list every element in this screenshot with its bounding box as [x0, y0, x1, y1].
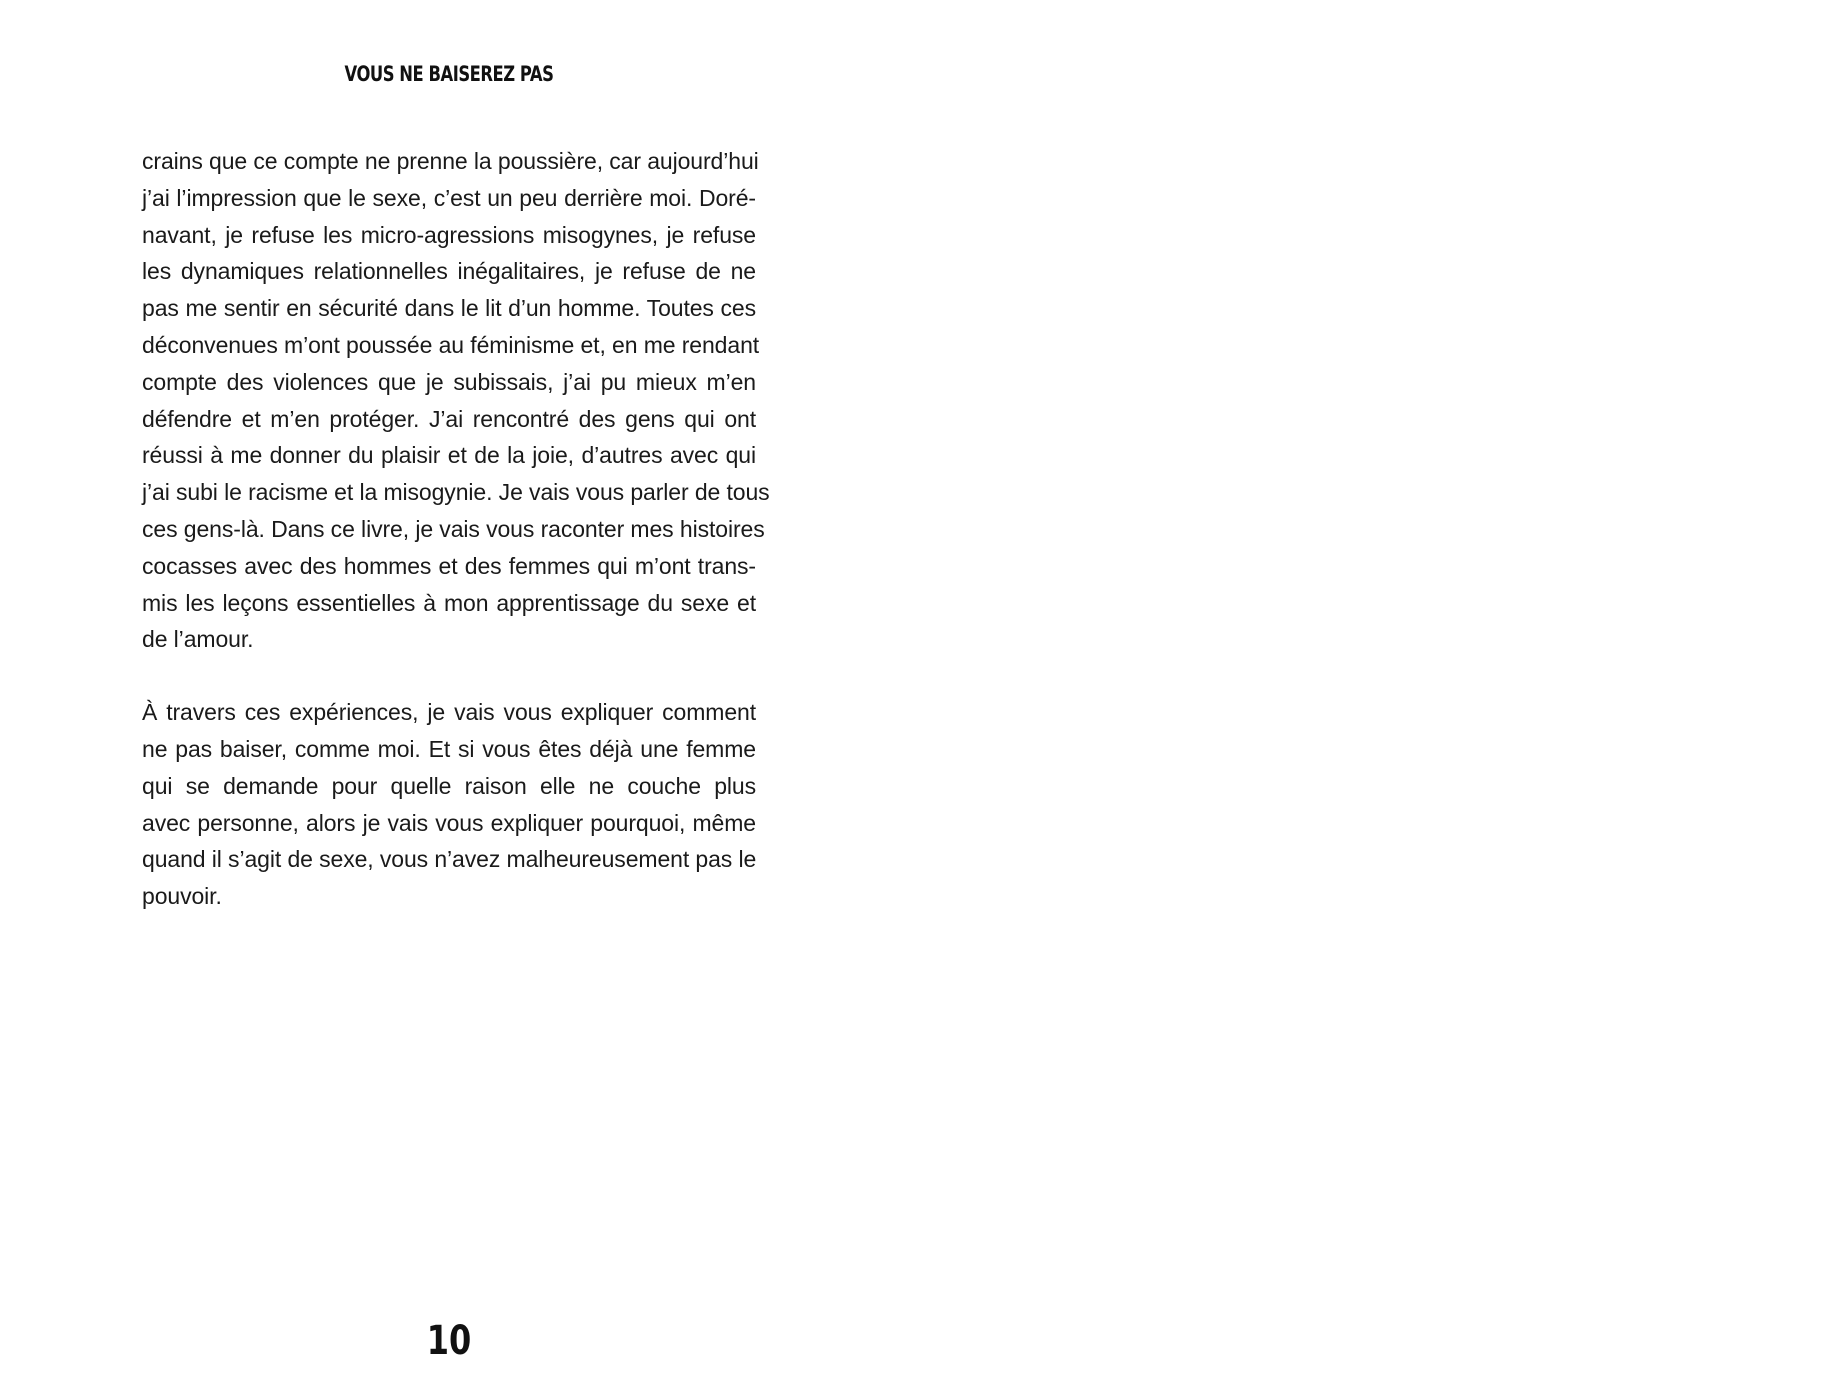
paragraph-1 — [142, 143, 770, 658]
text-line: quand il s’agit de sexe, vous n’avez malheureusement pas le — [142, 846, 757, 873]
text-line: ne pas baiser, comme moi. Et si vous êtes déjà une femme — [142, 735, 756, 762]
text-line: compte des violences que je subissais, j’ai pu mieux m’en — [142, 368, 756, 395]
text-line: crains que ce compte ne prenne la poussière, car aujourd’hui — [142, 148, 759, 174]
text-line: défendre et m’en protéger. J’ai rencontré des gens qui ont — [142, 405, 756, 432]
text-line: de l’amour. — [142, 626, 254, 653]
text-line: pas me sentir en sécurité dans le lit d’un homme. Toutes ces — [142, 295, 756, 322]
text-line: ces gens-là. Dans ce livre, je vais vous raconter mes histoires — [142, 515, 765, 542]
text-line: qui se demande pour quelle raison elle ne couche plus — [142, 772, 756, 799]
text-line: À travers ces expériences, je vais vous expliquer comment — [142, 699, 756, 726]
text-line: navant, je refuse les micro-agressions misogynes, je refuse — [142, 221, 756, 248]
body-text — [142, 143, 770, 915]
text-line: pouvoir. — [142, 883, 222, 910]
text-line: les dynamiques relationnelles inégalitaires, je refuse de ne — [142, 258, 756, 285]
running-head: VOUS NE BAISEREZ PAS — [344, 62, 554, 86]
page-number: 10 — [426, 1318, 472, 1364]
paragraph-2 — [142, 694, 756, 915]
paragraph-spacer — [142, 658, 756, 694]
text-line: avec personne, alors je vais vous expliquer pourquoi, même — [142, 809, 756, 836]
text-line: j’ai subi le racisme et la misogynie. Je vais vous parler de tous — [142, 479, 770, 506]
text-line: mis les leçons essentielles à mon apprentissage du sexe et — [142, 589, 756, 616]
text-line: réussi à me donner du plaisir et de la joie, d’autres avec qui — [142, 442, 756, 469]
text-line: déconvenues m’ont poussée au féminisme et, en me rendant — [142, 331, 760, 358]
text-line: j’ai l’impression que le sexe, c’est un peu derrière moi. Doré- — [142, 184, 756, 211]
text-line: cocasses avec des hommes et des femmes qui m’ont trans- — [142, 552, 756, 579]
